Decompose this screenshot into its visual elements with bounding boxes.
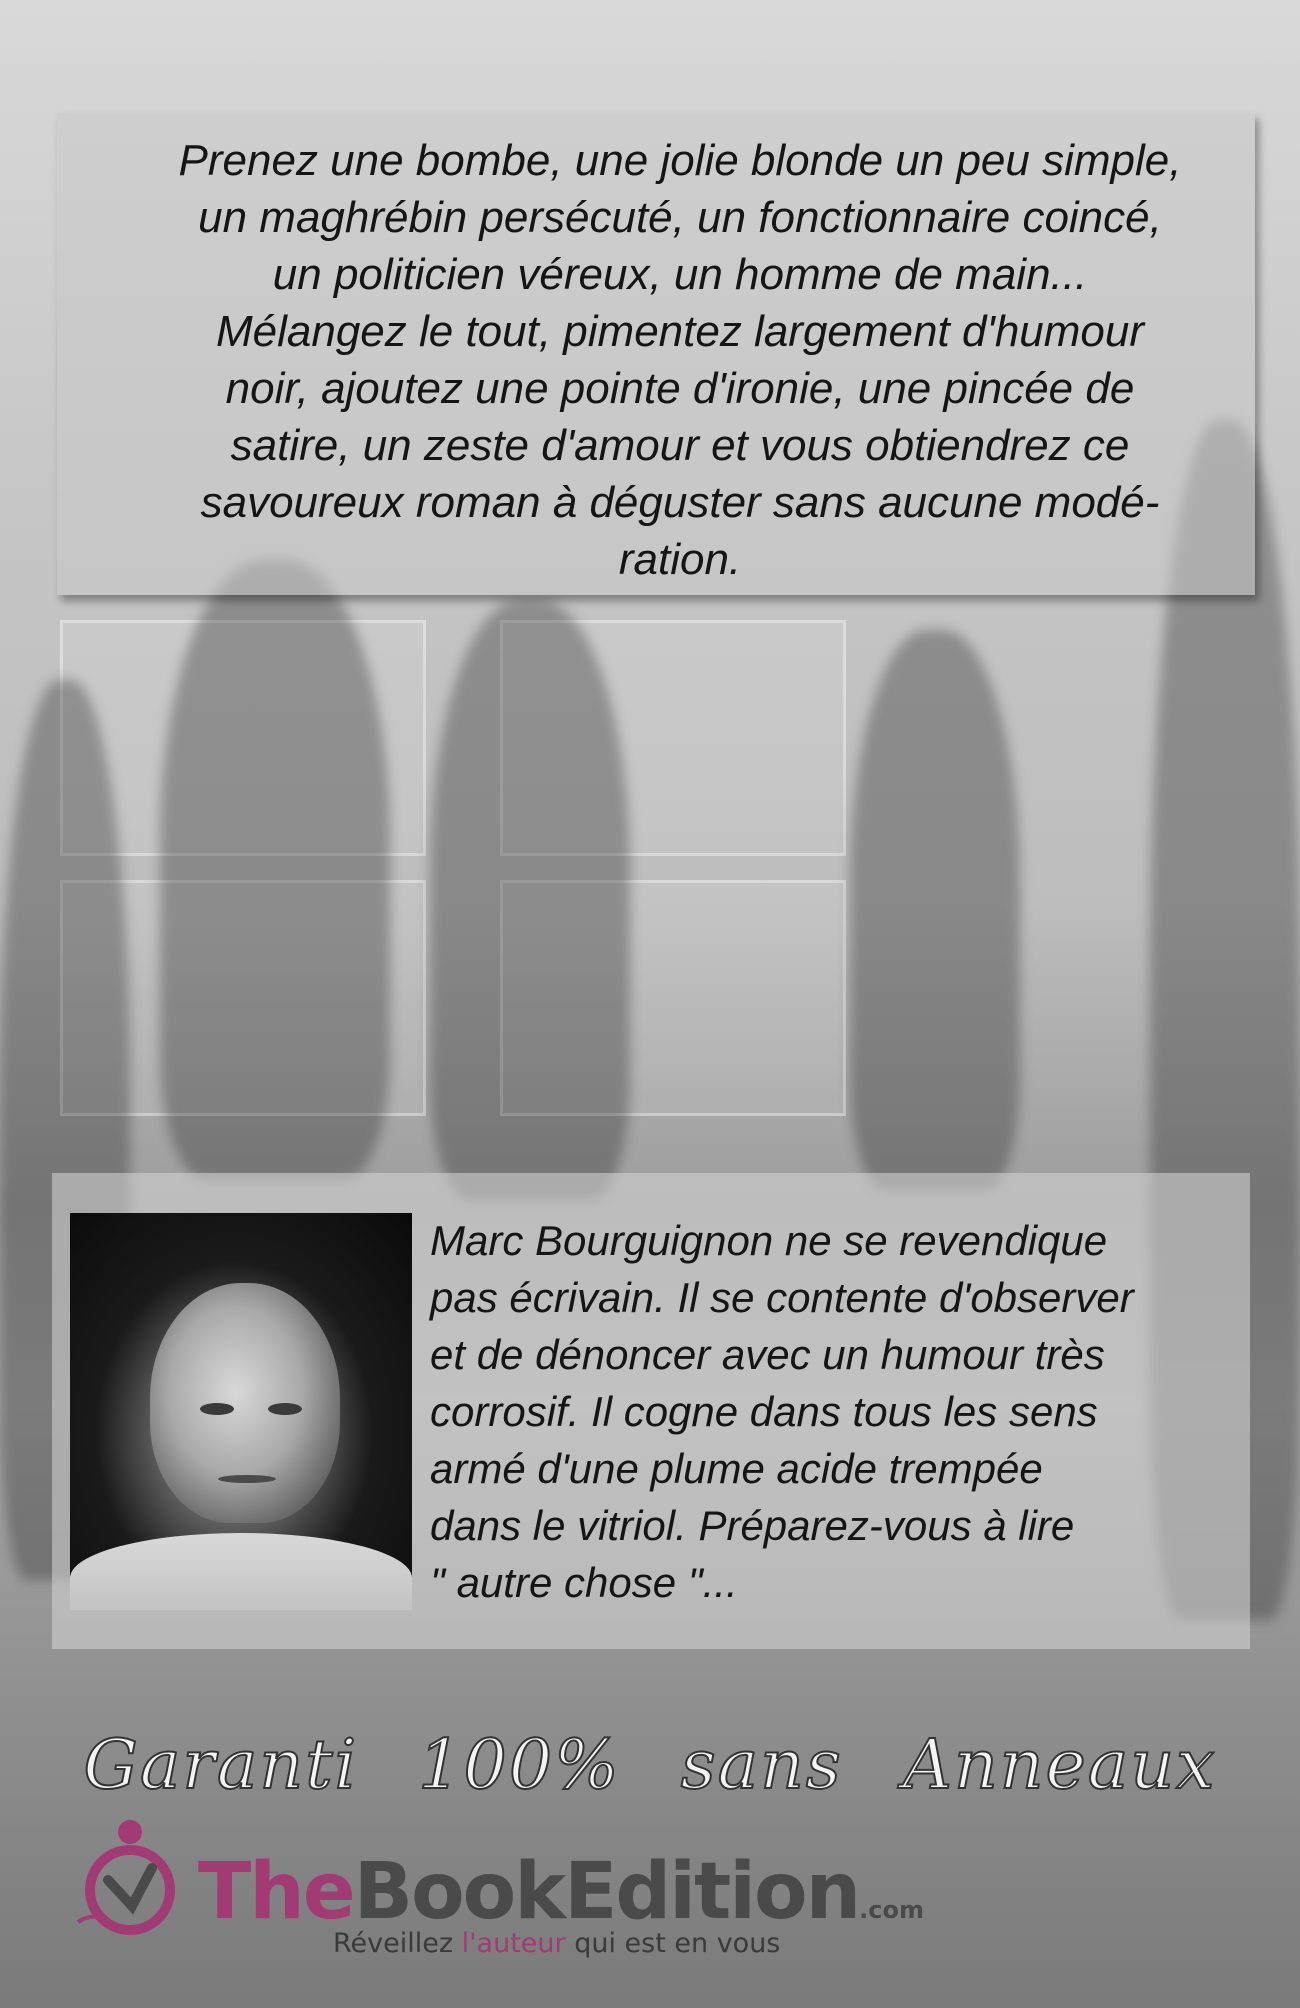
author-bio-line: dans le vitriol. Préparez-vous à lire [430, 1502, 1075, 1549]
author-bio-line: pas écrivain. Il se contente d'observer [430, 1274, 1134, 1321]
person-circle-logo-icon [70, 1818, 190, 1938]
publisher-name-part1: The [198, 1847, 354, 1937]
summary-line: savoureux roman à déguster sans aucune modé- [200, 478, 1160, 527]
summary-line: un maghrébin persécuté, un fonctionnaire coincé, [198, 193, 1162, 242]
summary-line: ration. [618, 535, 742, 584]
slogan-part: Réveillez [333, 1928, 462, 1959]
summary-line: Mélangez le tout, pimentez largement d'humour [215, 307, 1145, 356]
shadow-figure [850, 630, 1020, 1190]
author-bio-line: Marc Bourguignon ne se revendique [430, 1217, 1108, 1264]
tagline [0, 1726, 1300, 1805]
shadow-figure [160, 560, 390, 1180]
author-eye [268, 1403, 302, 1415]
publisher-name-part2: BookEdition [353, 1847, 860, 1937]
author-bio-line: corrosif. Il cogne dans tous les sens [430, 1388, 1098, 1435]
publisher-slogan [333, 1928, 780, 1959]
author-face [150, 1283, 340, 1523]
author-mouth [218, 1475, 276, 1483]
summary-line: satire, un zeste d'amour et vous obtiendrez ce [230, 421, 1130, 470]
tagline-word: sans [680, 1726, 843, 1805]
tagline-word: Garanti [83, 1726, 359, 1805]
author-photo [70, 1213, 412, 1610]
shadow-figure [430, 600, 630, 1200]
author-bio [430, 1212, 1250, 1611]
slogan-accent: l'auteur [461, 1928, 566, 1959]
summary-line: Prenez une bombe, une jolie blonde un peu simple, [178, 136, 1182, 185]
author-eye [200, 1403, 234, 1415]
summary-line: noir, ajoutez une pointe d'ironie, une pincée de [225, 364, 1135, 413]
author-bio-line: et de dénoncer avec un humour très [430, 1331, 1105, 1378]
summary-text [90, 132, 1270, 588]
author-bio-line: armé d'une plume acide trempée [430, 1445, 1043, 1492]
summary-line: un politicien véreux, un homme de main... [272, 250, 1088, 299]
publisher-domain-suffix: .com [859, 1896, 924, 1924]
tagline-word: 100% [418, 1726, 621, 1805]
author-bio-line: " autre chose "... [430, 1559, 738, 1606]
tagline-word: Anneaux [902, 1726, 1217, 1805]
slogan-part: qui est en vous [565, 1928, 781, 1959]
author-shirt [70, 1533, 412, 1610]
